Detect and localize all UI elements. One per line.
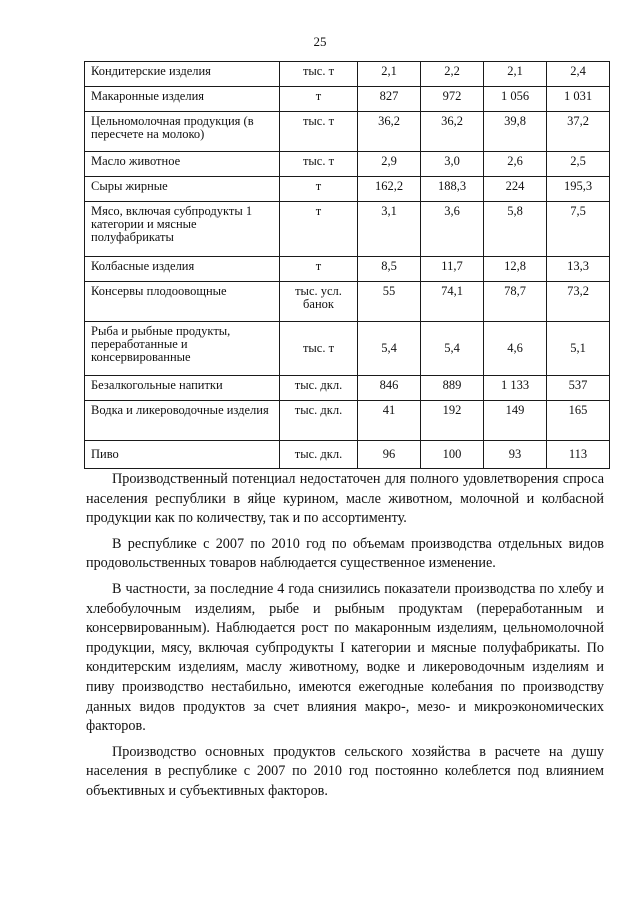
table-row — [85, 112, 610, 152]
row-unit: тыс. дкл. — [280, 401, 358, 441]
row-product-name: Масло животное — [85, 152, 280, 177]
row-unit: тыс. усл. банок — [280, 282, 358, 322]
paragraph: Производственный потенциал недостаточен для полного удовлетворения спроса населения республики в яйце курином, масле животном, молочной и колбасной продукции как по количеству, так и по ассортименту. — [86, 471, 604, 527]
row-value-2009: 4,6 — [484, 322, 547, 376]
production-table — [84, 61, 610, 469]
row-value-2009: 2,6 — [484, 152, 547, 177]
row-value-2007: 2,9 — [358, 152, 421, 177]
row-value-2010: 113 — [547, 441, 610, 469]
table-row — [85, 62, 610, 87]
row-value-2007: 5,4 — [358, 322, 421, 376]
table-row — [85, 322, 610, 376]
row-value-2010: 73,2 — [547, 282, 610, 322]
row-value-2009: 149 — [484, 401, 547, 441]
row-unit: т — [280, 257, 358, 282]
row-value-2008: 11,7 — [421, 257, 484, 282]
row-value-2009: 93 — [484, 441, 547, 469]
row-value-2010: 1 031 — [547, 87, 610, 112]
row-value-2010: 537 — [547, 376, 610, 401]
row-product-name: Водка и ликероводочные изделия — [85, 401, 280, 441]
row-value-2008: 188,3 — [421, 177, 484, 202]
row-value-2008: 5,4 — [421, 322, 484, 376]
row-value-2009: 5,8 — [484, 202, 547, 257]
row-value-2008: 192 — [421, 401, 484, 441]
row-unit: тыс. т — [280, 62, 358, 87]
row-value-2010: 2,4 — [547, 62, 610, 87]
row-product-name: Мясо, включая субпродукты 1 категории и мясные полуфабрикаты — [85, 202, 280, 257]
row-product-name: Сыры жирные — [85, 177, 280, 202]
row-product-name: Пиво — [85, 441, 280, 469]
row-product-name: Кондитерские изделия — [85, 62, 280, 87]
row-value-2007: 3,1 — [358, 202, 421, 257]
paragraph: Производство основных продуктов сельского хозяйства в расчете на душу населения в республике с 2007 по 2010 год постоянно колеблется под влиянием объективных и субъективных факторов. — [86, 743, 604, 799]
paragraph: В частности, за последние 4 года снизились показатели производства по хлебу и хлебобулочным изделиям, рыбе и рыбным продуктам (переработанным и консервированным). Наблюдается рост по макаронным изделиям, цельномолочной продукции, мясу, включая субпродукты I категории и мясные полуфабрикаты. По кондитерским изделиям, маслу животному, водке и ликероводочным изделиям и пиву производство нестабильно, имеются ежегодные колебания по производству данных видов продуктов за счет влияния макро-, мезо- и микроэкономических факторов. — [86, 580, 604, 735]
row-value-2010: 13,3 — [547, 257, 610, 282]
table-row — [85, 152, 610, 177]
row-unit: т — [280, 87, 358, 112]
page-number: 25 — [313, 34, 327, 49]
row-unit: т — [280, 202, 358, 257]
row-value-2007: 162,2 — [358, 177, 421, 202]
row-product-name: Цельномолочная продукция (в пересчете на молоко) — [85, 112, 280, 152]
row-value-2009: 78,7 — [484, 282, 547, 322]
table-row — [85, 257, 610, 282]
row-value-2008: 36,2 — [421, 112, 484, 152]
row-unit: т — [280, 177, 358, 202]
row-value-2008: 2,2 — [421, 62, 484, 87]
table-row — [85, 202, 610, 257]
row-value-2009: 1 056 — [484, 87, 547, 112]
row-value-2007: 55 — [358, 282, 421, 322]
row-value-2010: 2,5 — [547, 152, 610, 177]
row-value-2009: 2,1 — [484, 62, 547, 87]
row-value-2010: 5,1 — [547, 322, 610, 376]
row-value-2009: 39,8 — [484, 112, 547, 152]
row-value-2008: 3,0 — [421, 152, 484, 177]
row-unit: тыс. дкл. — [280, 441, 358, 469]
table-row — [85, 401, 610, 441]
row-value-2009: 224 — [484, 177, 547, 202]
row-value-2008: 100 — [421, 441, 484, 469]
table-row — [85, 282, 610, 322]
row-value-2010: 7,5 — [547, 202, 610, 257]
row-value-2008: 889 — [421, 376, 484, 401]
table-row — [85, 87, 610, 112]
row-value-2007: 96 — [358, 441, 421, 469]
row-value-2008: 74,1 — [421, 282, 484, 322]
row-value-2009: 1 133 — [484, 376, 547, 401]
row-unit: тыс. т — [280, 152, 358, 177]
row-product-name: Консервы плодоовощные — [85, 282, 280, 322]
row-product-name: Колбасные изделия — [85, 257, 280, 282]
row-value-2010: 195,3 — [547, 177, 610, 202]
row-value-2007: 827 — [358, 87, 421, 112]
table-row — [85, 177, 610, 202]
row-value-2008: 972 — [421, 87, 484, 112]
table-row — [85, 441, 610, 469]
row-value-2007: 41 — [358, 401, 421, 441]
row-value-2007: 2,1 — [358, 62, 421, 87]
row-product-name: Рыба и рыбные продукты, переработанные и консервированные — [85, 322, 280, 376]
row-value-2010: 165 — [547, 401, 610, 441]
row-value-2008: 3,6 — [421, 202, 484, 257]
row-value-2010: 37,2 — [547, 112, 610, 152]
row-unit: тыс. дкл. — [280, 376, 358, 401]
row-value-2007: 8,5 — [358, 257, 421, 282]
row-value-2007: 846 — [358, 376, 421, 401]
row-unit: тыс. т — [280, 112, 358, 152]
row-product-name: Безалкогольные напитки — [85, 376, 280, 401]
row-product-name: Макаронные изделия — [85, 87, 280, 112]
row-unit: тыс. т — [280, 322, 358, 376]
paragraph: В республике с 2007 по 2010 год по объемам производства отдельных видов продовольственных товаров наблюдается существенное изменение. — [86, 535, 604, 572]
table-row — [85, 376, 610, 401]
row-value-2009: 12,8 — [484, 257, 547, 282]
body-text — [86, 470, 604, 808]
row-value-2007: 36,2 — [358, 112, 421, 152]
